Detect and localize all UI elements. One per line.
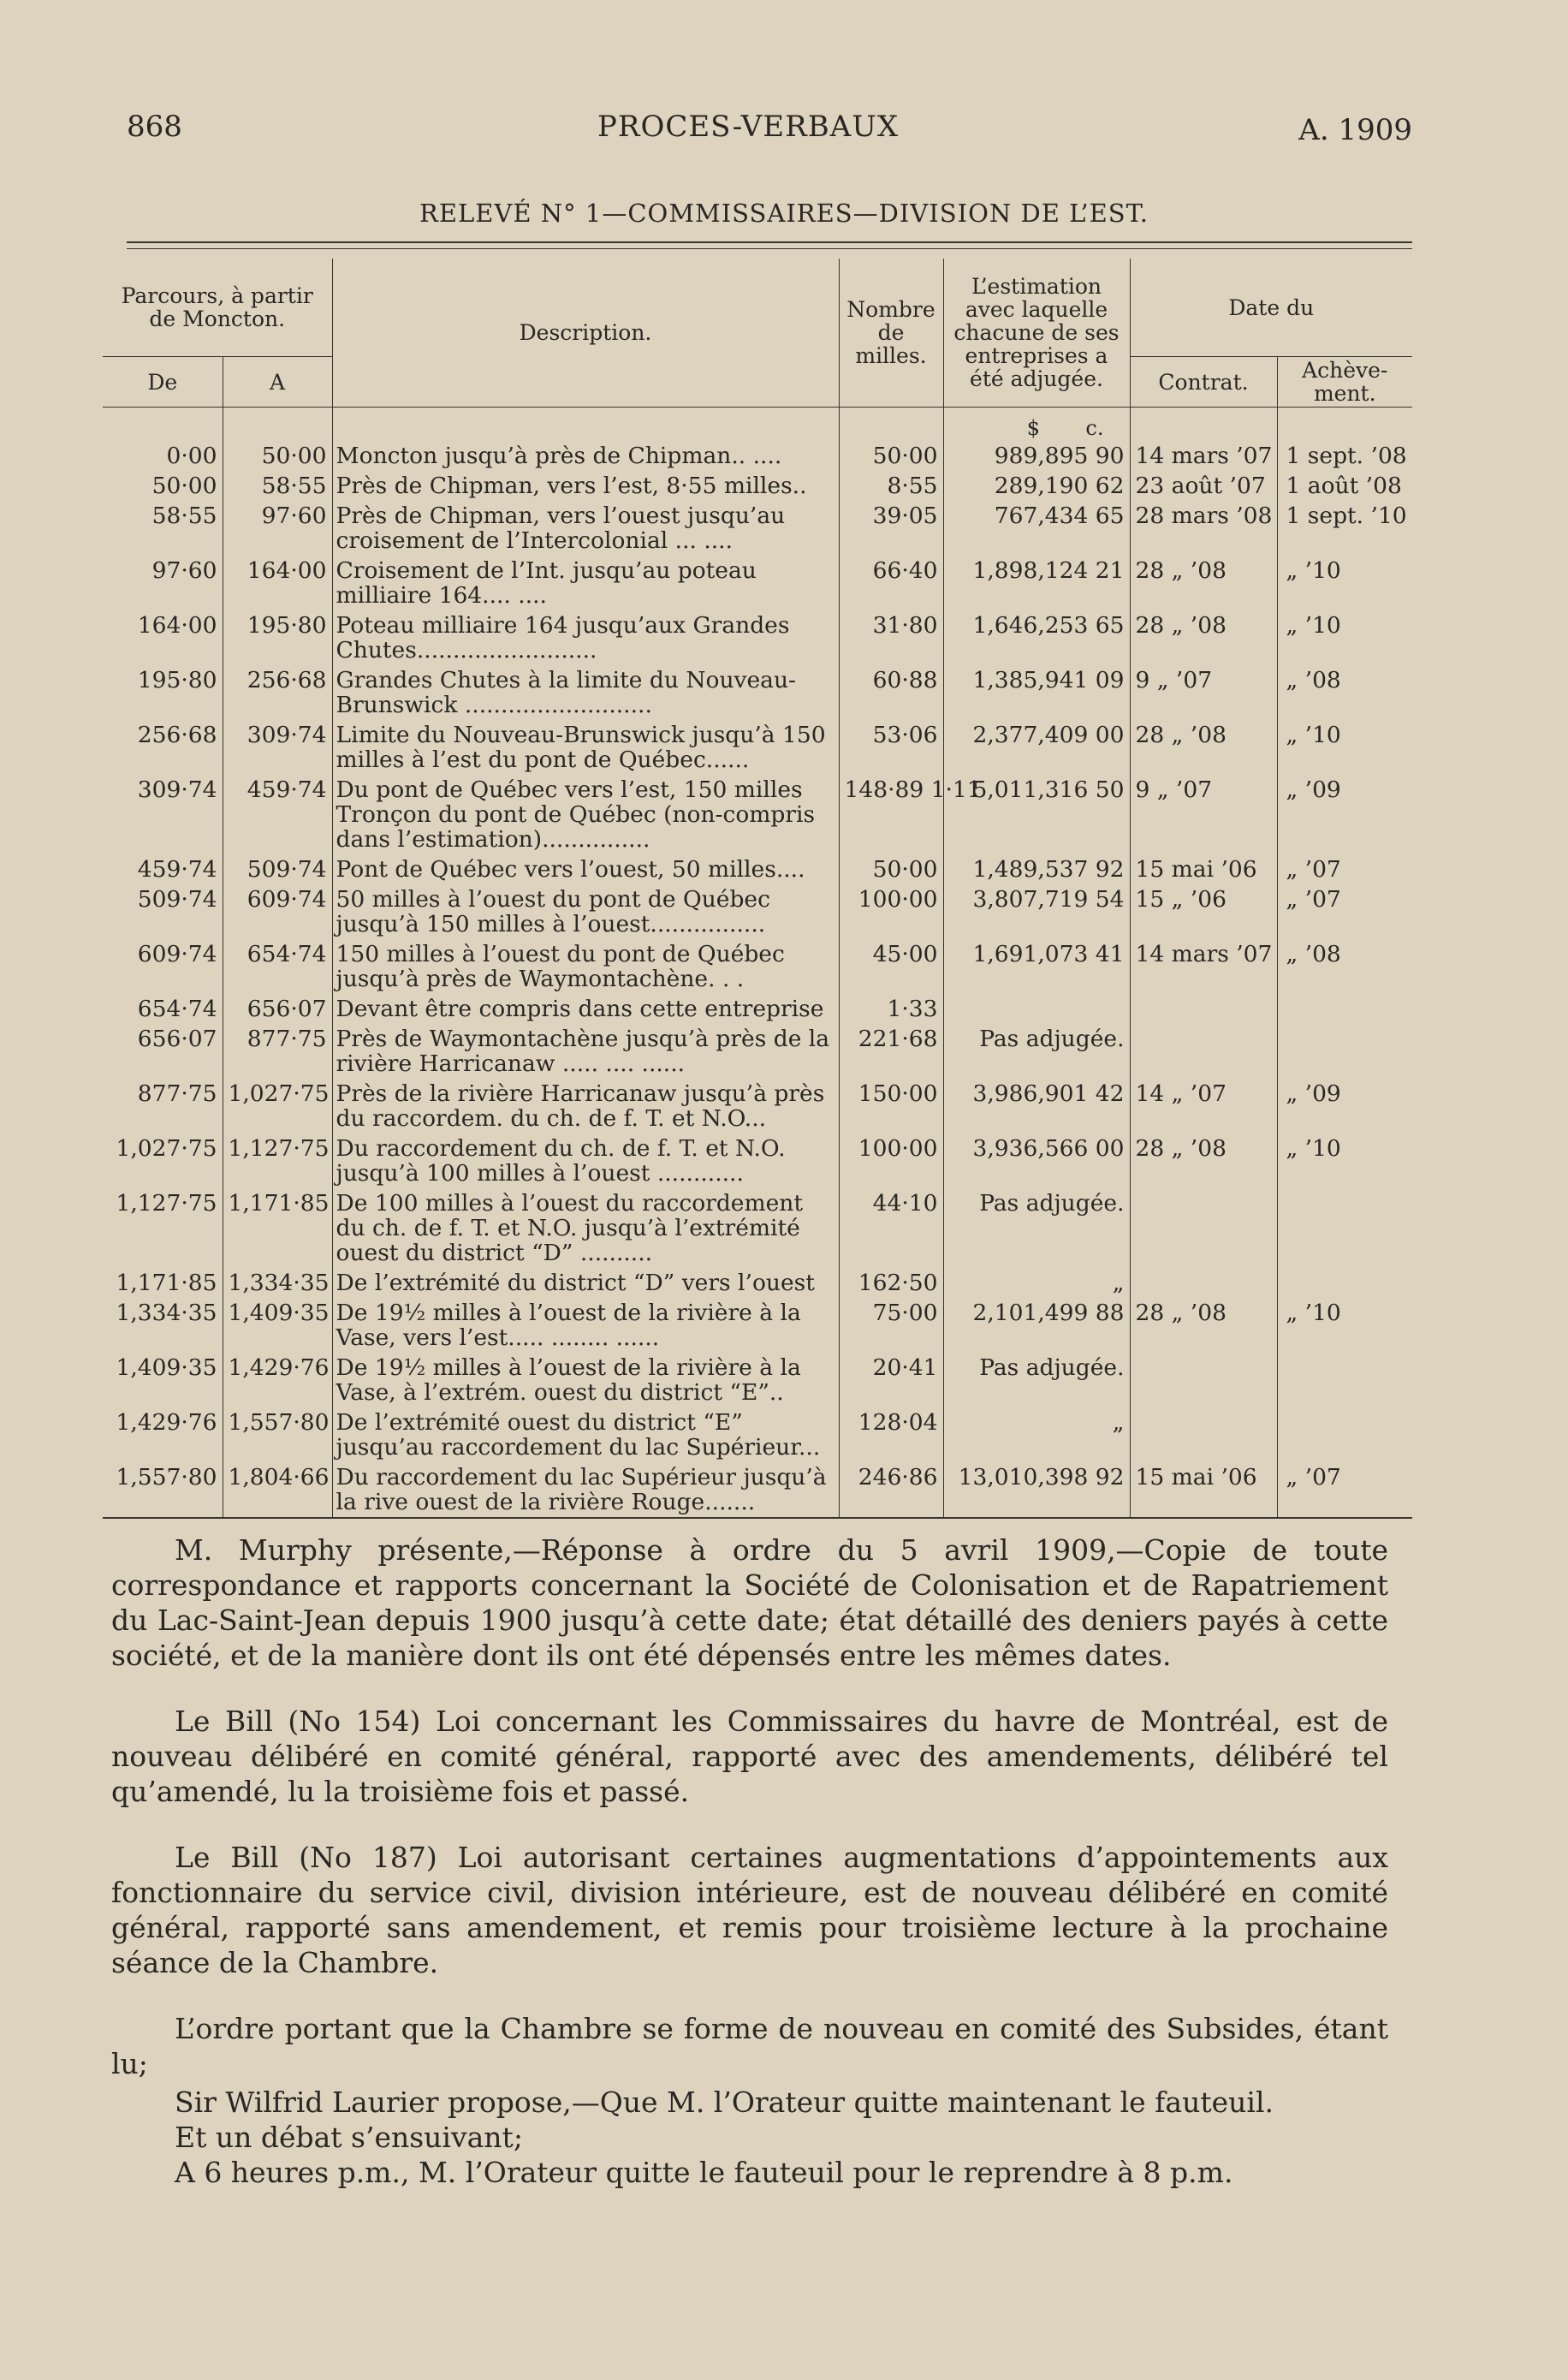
cell-contrat: 28 mars ’08 — [1130, 501, 1277, 556]
cell-de: 195·80 — [137, 667, 217, 693]
table-row — [103, 1353, 1412, 1407]
table-row — [103, 556, 1412, 610]
cell-de: 309·74 — [137, 776, 217, 803]
cell-achevement: „ ’07 — [1277, 884, 1412, 939]
cell-achevement — [1277, 1353, 1412, 1407]
line-laurier: Sir Wilfrid Laurier propose,—Que M. l’Orateur quitte maintenant le fauteuil. — [175, 2085, 1274, 2119]
cell-achevement: „ ’10 — [1277, 556, 1412, 610]
cell-miles: 8·55 — [839, 471, 943, 501]
cell-estimation: 289,190 62 — [943, 471, 1130, 501]
cell-estimation: 1,385,941 09 — [943, 665, 1130, 720]
cell-de: 1,334·35 — [116, 1300, 217, 1326]
cell-achevement — [1277, 1407, 1412, 1462]
cell-miles: 100·00 — [839, 884, 943, 939]
header-parcours: Parcours, à partir de Moncton. — [103, 259, 332, 357]
cell-a: 654·74 — [223, 939, 332, 994]
cell-miles: 162·50 — [839, 1268, 943, 1298]
cell-a: 164·00 — [223, 556, 332, 610]
header-nombre: Nombre de milles. — [839, 259, 943, 408]
rule-top-1 — [127, 241, 1412, 243]
table-title: RELEVÉ N° 1—COMMISSAIRES—DIVISION DE L’EST. — [419, 199, 1149, 228]
cell-estimation: 1,489,537 92 — [943, 854, 1130, 884]
cell-description: Près de Waymontachène jusqu’à près de la rivière Harricanaw ..... .... ...... — [332, 1024, 839, 1079]
cell-estimation: 3,986,901 42 — [943, 1079, 1130, 1133]
cell-contrat: 28 „ ’08 — [1130, 1133, 1277, 1188]
cell-contrat — [1130, 1188, 1277, 1268]
cell-miles: 50·00 — [839, 854, 943, 884]
cell-contrat: 28 „ ’08 — [1130, 1298, 1277, 1353]
cell-contrat: 14 mars ’07 — [1130, 939, 1277, 994]
table-row — [103, 501, 1412, 556]
cell-contrat: 14 mars ’07 — [1130, 441, 1277, 471]
unit-dollars: $ — [1026, 416, 1041, 440]
cell-a: 1,127·75 — [223, 1133, 332, 1188]
cell-a: 459·74 — [223, 775, 332, 854]
cell-miles: 66·40 — [839, 556, 943, 610]
table-row — [103, 441, 1412, 471]
cell-achevement: 1 sept. ’10 — [1277, 501, 1412, 556]
cell-a: 1,429·76 — [223, 1353, 332, 1407]
cell-miles: 39·05 — [839, 501, 943, 556]
cell-a: 1,171·85 — [223, 1188, 332, 1268]
line-six-heures: A 6 heures p.m., M. l’Orateur quitte le fauteuil pour le reprendre à 8 p.m. — [175, 2156, 1233, 2189]
cell-estimation: 1,898,124 21 — [943, 556, 1130, 610]
cell-miles: 246·86 — [839, 1462, 943, 1518]
cell-de: 0·00 — [166, 443, 217, 469]
cell-achevement: „ ’08 — [1277, 665, 1412, 720]
cell-de: 97·60 — [151, 557, 217, 584]
paragraph-bill-187: Le Bill (No 187) Loi autorisant certaines augmentations d’appointements aux fonctionnaire du service civil, division intérieure, est de nouveau délibéré en comité général, rapporté sans amendement, et remis pour troisième lecture à la prochaine séance de la Chambre. — [111, 1841, 1388, 1979]
header-estimation: L’estimation avec laquelle chacune de ses entreprises a été adjugée. — [943, 259, 1130, 408]
cell-de: 509·74 — [137, 886, 217, 913]
cell-miles: 75·00 — [839, 1298, 943, 1353]
cell-description: Limite du Nouveau-Brunswick jusqu’à 150 milles à l’est du pont de Québec...... — [332, 720, 839, 775]
cell-description: Du raccordement du lac Supérieur jusqu’à la rive ouest de la rivière Rouge....... — [332, 1462, 839, 1518]
table-row — [103, 471, 1412, 501]
header-a: A — [223, 357, 332, 408]
header-description: Description. — [332, 259, 839, 408]
cell-a: 1,557·80 — [223, 1407, 332, 1462]
cell-contrat — [1130, 1268, 1277, 1298]
header-date-du: Date du — [1130, 259, 1412, 357]
page-header — [127, 110, 1412, 161]
cell-description: Du raccordement du ch. de f. T. et N.O. jusqu’à 100 milles à l’ouest ............ — [332, 1133, 839, 1188]
cell-contrat: 23 août ’07 — [1130, 471, 1277, 501]
cell-a: 50·00 — [223, 441, 332, 471]
cell-de: 1,409·35 — [116, 1354, 217, 1381]
cell-contrat: 28 „ ’08 — [1130, 720, 1277, 775]
cell-achevement: „ ’10 — [1277, 720, 1412, 775]
line-debat: Et un débat s’ensuivant; — [175, 2121, 523, 2154]
paragraph-ordre: L’ordre portant que la Chambre se forme de nouveau en comité des Subsides, étant lu; — [111, 2012, 1388, 2080]
cell-estimation: „ — [943, 1268, 1130, 1298]
cell-contrat: 28 „ ’08 — [1130, 556, 1277, 610]
cell-description: Pont de Québec vers l’ouest, 50 milles.... — [332, 854, 839, 884]
table-row — [103, 1407, 1412, 1462]
table-row — [103, 1133, 1412, 1188]
contracts-table — [103, 259, 1412, 1519]
table-row — [103, 884, 1412, 939]
cell-description: De 100 milles à l’ouest du raccordement du ch. de f. T. et N.O. jusqu’à l’extrémité ouest du district “D” .......... — [332, 1188, 839, 1268]
cell-miles: 100·00 — [839, 1133, 943, 1188]
cell-achevement: „ ’10 — [1277, 610, 1412, 665]
cell-description: Près de Chipman, vers l’est, 8·55 milles.. — [332, 471, 839, 501]
cell-estimation: 1,691,073 41 — [943, 939, 1130, 994]
cell-achevement: „ ’08 — [1277, 939, 1412, 994]
cell-achevement: „ ’10 — [1277, 1133, 1412, 1188]
cell-de: 656·07 — [137, 1026, 217, 1052]
cell-achevement — [1277, 1268, 1412, 1298]
cell-miles: 20·41 — [839, 1353, 943, 1407]
cell-contrat: 15 mai ’06 — [1130, 1462, 1277, 1518]
cell-achevement: „ ’07 — [1277, 1462, 1412, 1518]
header-de: De — [103, 357, 223, 408]
cell-de: 1,127·75 — [116, 1190, 217, 1217]
cell-estimation: 1,646,253 65 — [943, 610, 1130, 665]
unit-cents: c. — [1085, 416, 1104, 440]
cell-de: 459·74 — [137, 856, 217, 883]
table-row — [103, 1079, 1412, 1133]
cell-description: 150 milles à l’ouest du pont de Québec jusqu’à près de Waymontachène. . . — [332, 939, 839, 994]
cell-miles: 60·88 — [839, 665, 943, 720]
cell-estimation: 13,010,398 92 — [943, 1462, 1130, 1518]
cell-estimation — [943, 994, 1130, 1024]
table-row — [103, 939, 1412, 994]
cell-a: 609·74 — [223, 884, 332, 939]
cell-de: 1,557·80 — [103, 1462, 223, 1518]
cell-achevement: „ ’09 — [1277, 1079, 1412, 1133]
cell-miles: 150·00 — [839, 1079, 943, 1133]
cell-de: 1,171·85 — [116, 1270, 217, 1296]
cell-miles: 31·80 — [839, 610, 943, 665]
cell-estimation: Pas adjugée. — [943, 1024, 1130, 1079]
cell-contrat: 9 „ ’07 — [1130, 775, 1277, 854]
table-row — [103, 1462, 1412, 1518]
cell-description: De 19½ milles à l’ouest de la rivière à la Vase, vers l’est..... ........ ...... — [332, 1298, 839, 1353]
running-title: PROCES-VERBAUX — [597, 110, 900, 144]
cell-de: 50·00 — [151, 473, 217, 499]
cell-description: De l’extrémité ouest du district “E” jusqu’au raccordement du lac Supérieur... — [332, 1407, 839, 1462]
table-row — [103, 1024, 1412, 1079]
cell-description: De 19½ milles à l’ouest de la rivière à la Vase, à l’extrém. ouest du district “E”.. — [332, 1353, 839, 1407]
cell-a: 1,804·66 — [223, 1462, 332, 1518]
cell-miles: 44·10 — [839, 1188, 943, 1268]
cell-miles: 53·06 — [839, 720, 943, 775]
cell-description: Poteau milliaire 164 jusqu’aux Grandes Chutes......................... — [332, 610, 839, 665]
cell-a: 877·75 — [223, 1024, 332, 1079]
cell-contrat: 15 „ ’06 — [1130, 884, 1277, 939]
cell-description: 50 milles à l’ouest du pont de Québec jusqu’à 150 milles à l’ouest................ — [332, 884, 839, 939]
units-row — [103, 408, 1412, 442]
cell-miles: 148·89 1·11 — [839, 775, 943, 854]
header-contrat: Contrat. — [1130, 357, 1277, 408]
cell-estimation: 767,434 65 — [943, 501, 1130, 556]
cell-estimation: 2,377,409 00 — [943, 720, 1130, 775]
cell-miles: 1·33 — [839, 994, 943, 1024]
cell-contrat — [1130, 1024, 1277, 1079]
cell-miles: 128·04 — [839, 1407, 943, 1462]
cell-estimation: 3,807,719 54 — [943, 884, 1130, 939]
cell-description: Moncton jusqu’à près de Chipman.. .... — [332, 441, 839, 471]
cell-a: 256·68 — [223, 665, 332, 720]
proceedings-text — [111, 1532, 1388, 2190]
cell-contrat — [1130, 1407, 1277, 1462]
table-row — [103, 1298, 1412, 1353]
cell-contrat — [1130, 994, 1277, 1024]
cell-de: 1,429·76 — [116, 1409, 217, 1436]
cell-description: De l’extrémité du district “D” vers l’ouest — [332, 1268, 839, 1298]
cell-description: Devant être compris dans cette entreprise — [332, 994, 839, 1024]
paragraph-bill-154: Le Bill (No 154) Loi concernant les Commissaires du havre de Montréal, est de nouveau délibéré en comité général, rapporté avec des amendements, délibéré tel qu’amendé, lu la troisième fois et passé. — [111, 1705, 1388, 1808]
cell-estimation: 989,895 90 — [943, 441, 1130, 471]
cell-contrat: 28 „ ’08 — [1130, 610, 1277, 665]
cell-miles: 50·00 — [839, 441, 943, 471]
cell-a: 1,027·75 — [223, 1079, 332, 1133]
cell-description: Du pont de Québec vers l’est, 150 milles Tronçon du pont de Québec (non-compris dans l’estimation)............... — [332, 775, 839, 854]
rule-top-2 — [127, 248, 1412, 249]
cell-de: 58·55 — [151, 503, 217, 529]
cell-contrat: 9 „ ’07 — [1130, 665, 1277, 720]
paragraph-murphy: M. Murphy présente,—Réponse à ordre du 5 avril 1909,—Copie de toute correspondance et rapports concernant la Société de Colonisation et de Rapatriement du Lac-Saint-Jean depuis 1900 jusqu’à cette date; état détaillé des deniers payés à cette société, et de la manière dont ils ont été dépensés entre les mêmes dates. — [111, 1533, 1388, 1672]
cell-estimation: Pas adjugée. — [943, 1188, 1130, 1268]
cell-achevement: „ ’07 — [1277, 854, 1412, 884]
table-row — [103, 994, 1412, 1024]
table-row — [103, 775, 1412, 854]
cell-description: Près de la rivière Harricanaw jusqu’à près du raccordem. du ch. de f. T. et N.O... — [332, 1079, 839, 1133]
header-achevement: Achève-ment. — [1277, 357, 1412, 408]
cell-description: Grandes Chutes à la limite du Nouveau-Brunswick .......................... — [332, 665, 839, 720]
cell-a: 58·55 — [223, 471, 332, 501]
cell-estimation: 3,936,566 00 — [943, 1133, 1130, 1188]
cell-a: 1,334·35 — [223, 1268, 332, 1298]
cell-de: 164·00 — [137, 612, 217, 639]
cell-achevement — [1277, 1188, 1412, 1268]
cell-a: 1,409·35 — [223, 1298, 332, 1353]
cell-de: 877·75 — [137, 1080, 217, 1107]
cell-achevement: 1 sept. ’08 — [1277, 441, 1412, 471]
cell-achevement — [1277, 1024, 1412, 1079]
cell-a: 656·07 — [223, 994, 332, 1024]
cell-de: 609·74 — [137, 941, 217, 967]
cell-description: Près de Chipman, vers l’ouest jusqu’au croisement de l’Intercolonial ... .... — [332, 501, 839, 556]
table-row — [103, 720, 1412, 775]
cell-a: 97·60 — [223, 501, 332, 556]
cell-description: Croisement de l’Int. jusqu’au poteau milliaire 164.... .... — [332, 556, 839, 610]
cell-estimation: 2,101,499 88 — [943, 1298, 1130, 1353]
cell-a: 195·80 — [223, 610, 332, 665]
cell-miles: 221·68 — [839, 1024, 943, 1079]
session-year: A. 1909 — [1298, 113, 1412, 147]
cell-estimation: „ — [943, 1407, 1130, 1462]
cell-estimation: 5,011,316 50 — [943, 775, 1130, 854]
cell-de: 1,027·75 — [116, 1135, 217, 1162]
cell-miles: 45·00 — [839, 939, 943, 994]
table-row — [103, 610, 1412, 665]
cell-achevement: „ ’09 — [1277, 775, 1412, 854]
cell-de: 654·74 — [137, 996, 217, 1022]
table-row — [103, 1268, 1412, 1298]
cell-a: 509·74 — [223, 854, 332, 884]
cell-de: 256·68 — [137, 722, 217, 748]
cell-achevement: 1 août ’08 — [1277, 471, 1412, 501]
cell-contrat — [1130, 1353, 1277, 1407]
cell-a: 309·74 — [223, 720, 332, 775]
cell-estimation: Pas adjugée. — [943, 1353, 1130, 1407]
cell-contrat: 15 mai ’06 — [1130, 854, 1277, 884]
table-row — [103, 854, 1412, 884]
table-row — [103, 1188, 1412, 1268]
table-row — [103, 665, 1412, 720]
cell-achevement: „ ’10 — [1277, 1298, 1412, 1353]
cell-contrat: 14 „ ’07 — [1130, 1079, 1277, 1133]
cell-achevement — [1277, 994, 1412, 1024]
page-number: 868 — [127, 110, 182, 144]
